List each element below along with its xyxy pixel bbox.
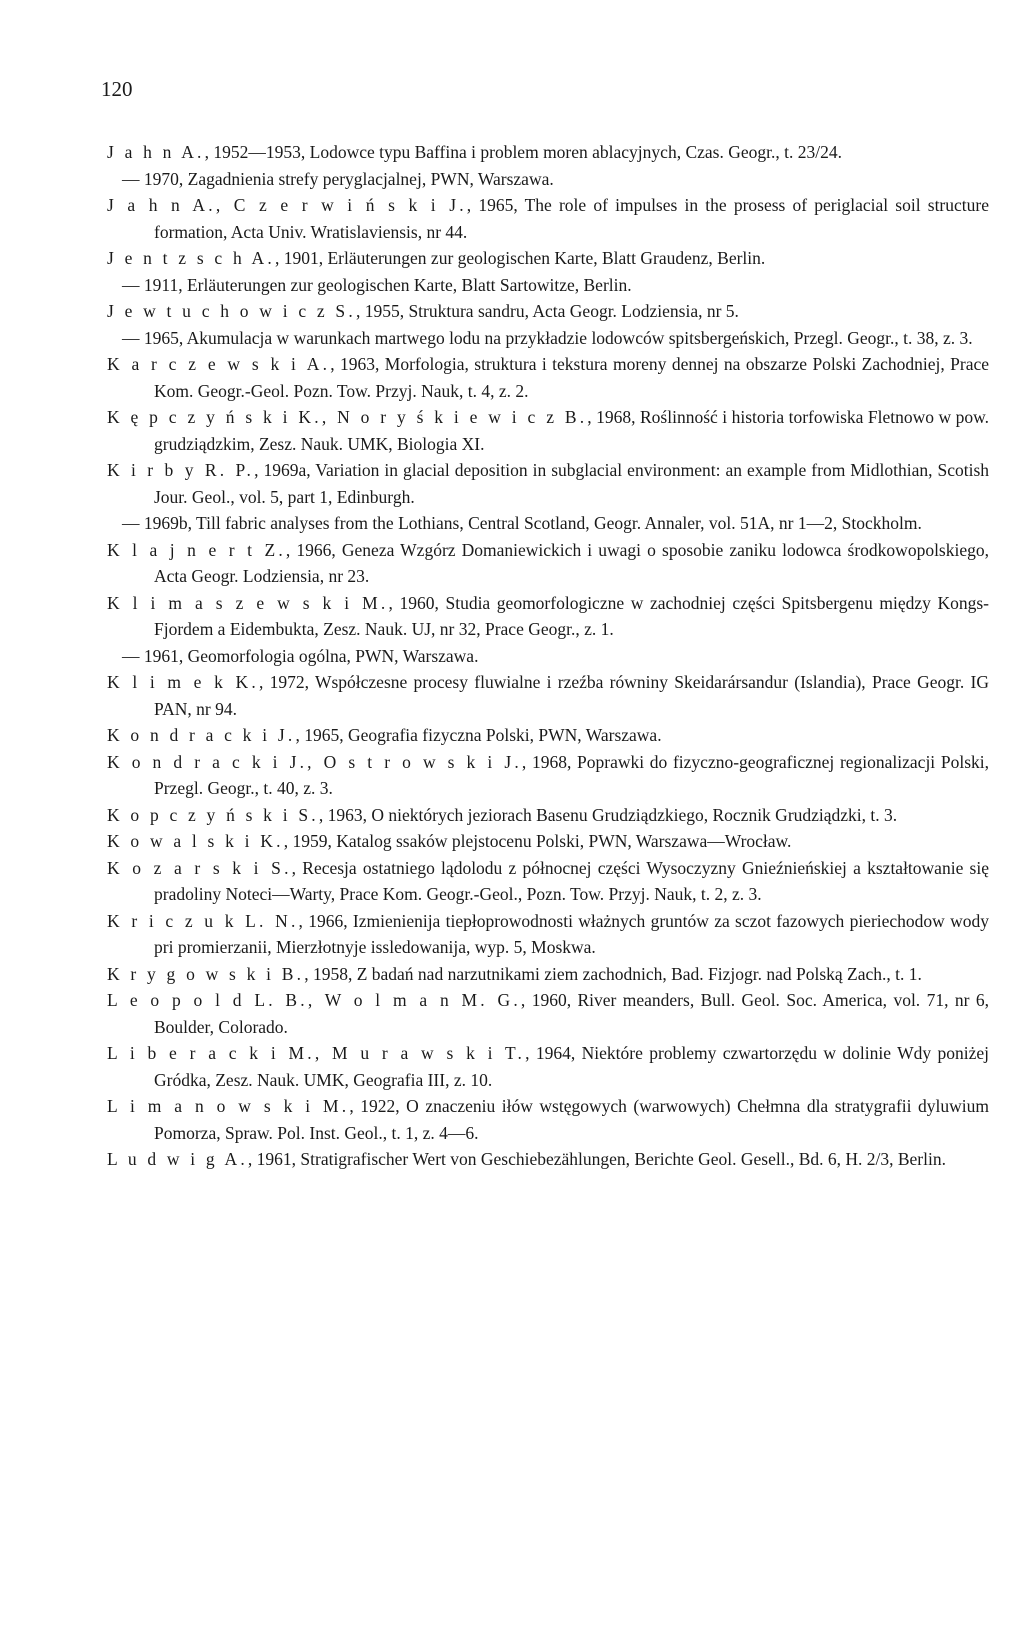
entry-text: , 1958, Z badań nad narzutnikami ziem zachodnich, Bad. Fizjogr. nad Polską Zach., t. 1. <box>304 963 922 984</box>
entry-text: , 1969a, Variation in glacial deposition in subglacial environment: an example from Midlothian, Scotish Jour. Geol., vol. 5, part 1, Edinburgh. <box>154 460 990 507</box>
entry-text: , 1955, Struktura sandru, Acta Geogr. Lodziensia, nr 5. <box>355 301 739 321</box>
entry-text: , 1960, Studia geomorfologiczne w zachodniej części Spitsbergenu między Kongs-Fjordem a Eidembukta, Zesz. Nauk. UJ, nr 32, Prace Geogr., z. 1. <box>154 592 989 639</box>
entry-author: K o p c z y ń s k i S. <box>107 804 319 825</box>
entry-author: K a r c z e w s k i A. <box>107 354 331 374</box>
entry-text: , 1960, River meanders, Bull. Geol. Soc. America, vol. 71, nr 6, Boulder, Colorado. <box>154 990 989 1037</box>
bibliography-entry <box>107 669 989 722</box>
entry-author: J a h n A., C z e r w i ń s k i J. <box>107 195 467 215</box>
bibliography-entry <box>107 457 989 510</box>
entry-author: J e w t u c h o w i c z S. <box>107 301 356 321</box>
entry-author: L e o p o l d L. B., W o l m a n M. G. <box>107 990 521 1010</box>
entry-author: L u d w i g A. <box>107 1149 248 1169</box>
entry-author: K r i c z u k L. N. <box>107 910 299 931</box>
entry-author: K o n d r a c k i J., O s t r o w s k i J. <box>107 751 522 772</box>
bibliography-entry <box>107 272 989 299</box>
entry-text: , 1966, Geneza Wzgórz Domaniewickich i uwagi o sposobie zaniku lodowca środkowopolskiego, Acta Geogr. Lodziensia, nr 23. <box>154 539 989 586</box>
entry-text: , 1963, Morfologia, struktura i tekstura moreny dennej na obszarze Polski Zachodniej, Prace Kom. Geogr.-Geol. Pozn. Tow. Przyj. Nauk, t. 4, z. 2. <box>154 354 989 401</box>
entry-author: L i b e r a c k i M., M u r a w s k i T. <box>107 1043 526 1063</box>
bibliography-entry <box>107 828 989 855</box>
entry-author: K i r b y R. P. <box>107 460 255 480</box>
entry-author: K o n d r a c k i J. <box>107 725 296 745</box>
bibliography-entry <box>107 1040 989 1093</box>
entry-author: K r y g o w s k i B. <box>107 963 305 984</box>
bibliography-entry <box>107 351 989 404</box>
entry-text: — 1965, Akumulacja w warunkach martwego lodu na przykładzie lodowców spitsbergeńskich, Przegl. Geogr., t. 38, z. 3. <box>122 327 973 348</box>
bibliography-entry <box>107 749 989 802</box>
bibliography-entry <box>107 590 989 643</box>
entry-text: , 1968, Roślinność i historia torfowiska Fletnowo w pow. grudziądzkim, Zesz. Nauk. UMK, Biologia XI. <box>154 407 989 454</box>
entry-text: , 1966, Izmienienija tiepłoprowodnosti włażnych gruntów za sczot fazowych pieriechodow wody pri promierzanii, Mierzłotnyje issledowanija, wyp. 5, Moskwa. <box>154 910 989 957</box>
entry-author: K o z a r s k i S. <box>107 857 292 878</box>
bibliography-entry <box>107 139 989 166</box>
entry-text: , 1959, Katalog ssaków plejstocenu Polski, PWN, Warszawa—Wrocław. <box>283 831 792 851</box>
entry-text: , 1961, Stratigrafischer Wert von Geschiebezählungen, Berichte Geol. Gesell., Bd. 6, H. 2/3, Berlin. <box>247 1149 946 1169</box>
bibliography-entry <box>107 908 989 961</box>
bibliography-list <box>107 139 989 1173</box>
bibliography-entry <box>107 245 989 272</box>
entry-author: K ę p c z y ń s k i K., N o r y ś k i e w i c z B. <box>107 407 588 427</box>
entry-text: , Recesja ostatniego lądolodu z północnej części Wysoczyzny Gnieźnieńskiej a kształtowanie się pradoliny Noteci—Warty, Prace Kom. Geogr.-Geol., Pozn. Tow. Przyj. Nauk, t. 2, z. 3. <box>154 857 989 904</box>
entry-author: K l i m e k K. <box>107 672 259 692</box>
bibliography-entry <box>107 325 989 352</box>
entry-text: , 1972, Współczesne procesy fluwialne i rzeźba równiny Skeidarársandur (Islandia), Prace Geogr. IG PAN, nr 94. <box>154 672 989 719</box>
bibliography-entry <box>107 643 989 670</box>
page-number: 120 <box>101 77 133 101</box>
entry-text: — 1969b, Till fabric analyses from the Lothians, Central Scotland, Geogr. Annaler, vol. 51A, nr 1—2, Stockholm. <box>122 513 922 533</box>
entry-author: J e n t z s c h A. <box>107 248 275 268</box>
bibliography-entry <box>107 1146 989 1173</box>
entry-text: , 1964, Niektóre problemy czwartorzędu w dolinie Wdy poniżej Gródka, Zesz. Nauk. UMK, Geografia III, z. 10. <box>154 1043 989 1090</box>
entry-text: , 1965, Geografia fizyczna Polski, PWN, Warszawa. <box>295 725 662 745</box>
bibliography-entry <box>107 404 989 457</box>
entry-author: L i m a n o w s k i M. <box>107 1096 350 1116</box>
entry-text: — 1970, Zagadnienia strefy peryglacjalnej, PWN, Warszawa. <box>122 168 554 189</box>
entry-text: , 1963, O niektórych jeziorach Basenu Grudziądzkiego, Rocznik Grudziądzki, t. 3. <box>318 804 898 825</box>
entry-text: — 1911, Erläuterungen zur geologischen Karte, Blatt Sartowitze, Berlin. <box>122 274 632 295</box>
entry-author: K o w a l s k i K. <box>107 831 284 851</box>
entry-text: — 1961, Geomorfologia ogólna, PWN, Warszawa. <box>122 645 479 666</box>
entry-text: , 1952—1953, Lodowce typu Baffina i problem moren ablacyjnych, Czas. Geogr., t. 23/24. <box>204 142 842 162</box>
bibliography-entry <box>107 961 989 988</box>
bibliography-entry <box>107 1093 989 1146</box>
entry-text: , 1965, The role of impulses in the prosess of periglacial soil structure formation, Acta Univ. Wratislaviensis, nr 44. <box>154 195 989 242</box>
bibliography-entry <box>107 510 989 537</box>
entry-text: , 1968, Poprawki do fizyczno-geograficznej regionalizacji Polski, Przegl. Geogr., t. 40, z. 3. <box>154 751 989 798</box>
entry-author: J a h n A. <box>107 142 205 162</box>
bibliography-entry <box>107 298 989 325</box>
bibliography-entry <box>107 166 989 193</box>
bibliography-entry <box>107 987 989 1040</box>
bibliography-entry <box>107 537 989 590</box>
entry-text: , 1922, O znaczeniu iłów wstęgowych (warwowych) Chełmna dla stratygrafii dyluwium Pomorza, Spraw. Pol. Inst. Geol., t. 1, z. 4—6. <box>154 1096 989 1143</box>
bibliography-entry <box>107 802 989 829</box>
bibliography-entry <box>107 722 989 749</box>
entry-author: K l a j n e r t Z. <box>107 539 286 560</box>
bibliography-entry <box>107 192 989 245</box>
entry-author: K l i m a s z e w s k i M. <box>107 592 389 613</box>
bibliography-entry <box>107 855 989 908</box>
entry-text: , 1901, Erläuterungen zur geologischen Karte, Blatt Graudenz, Berlin. <box>274 248 766 268</box>
